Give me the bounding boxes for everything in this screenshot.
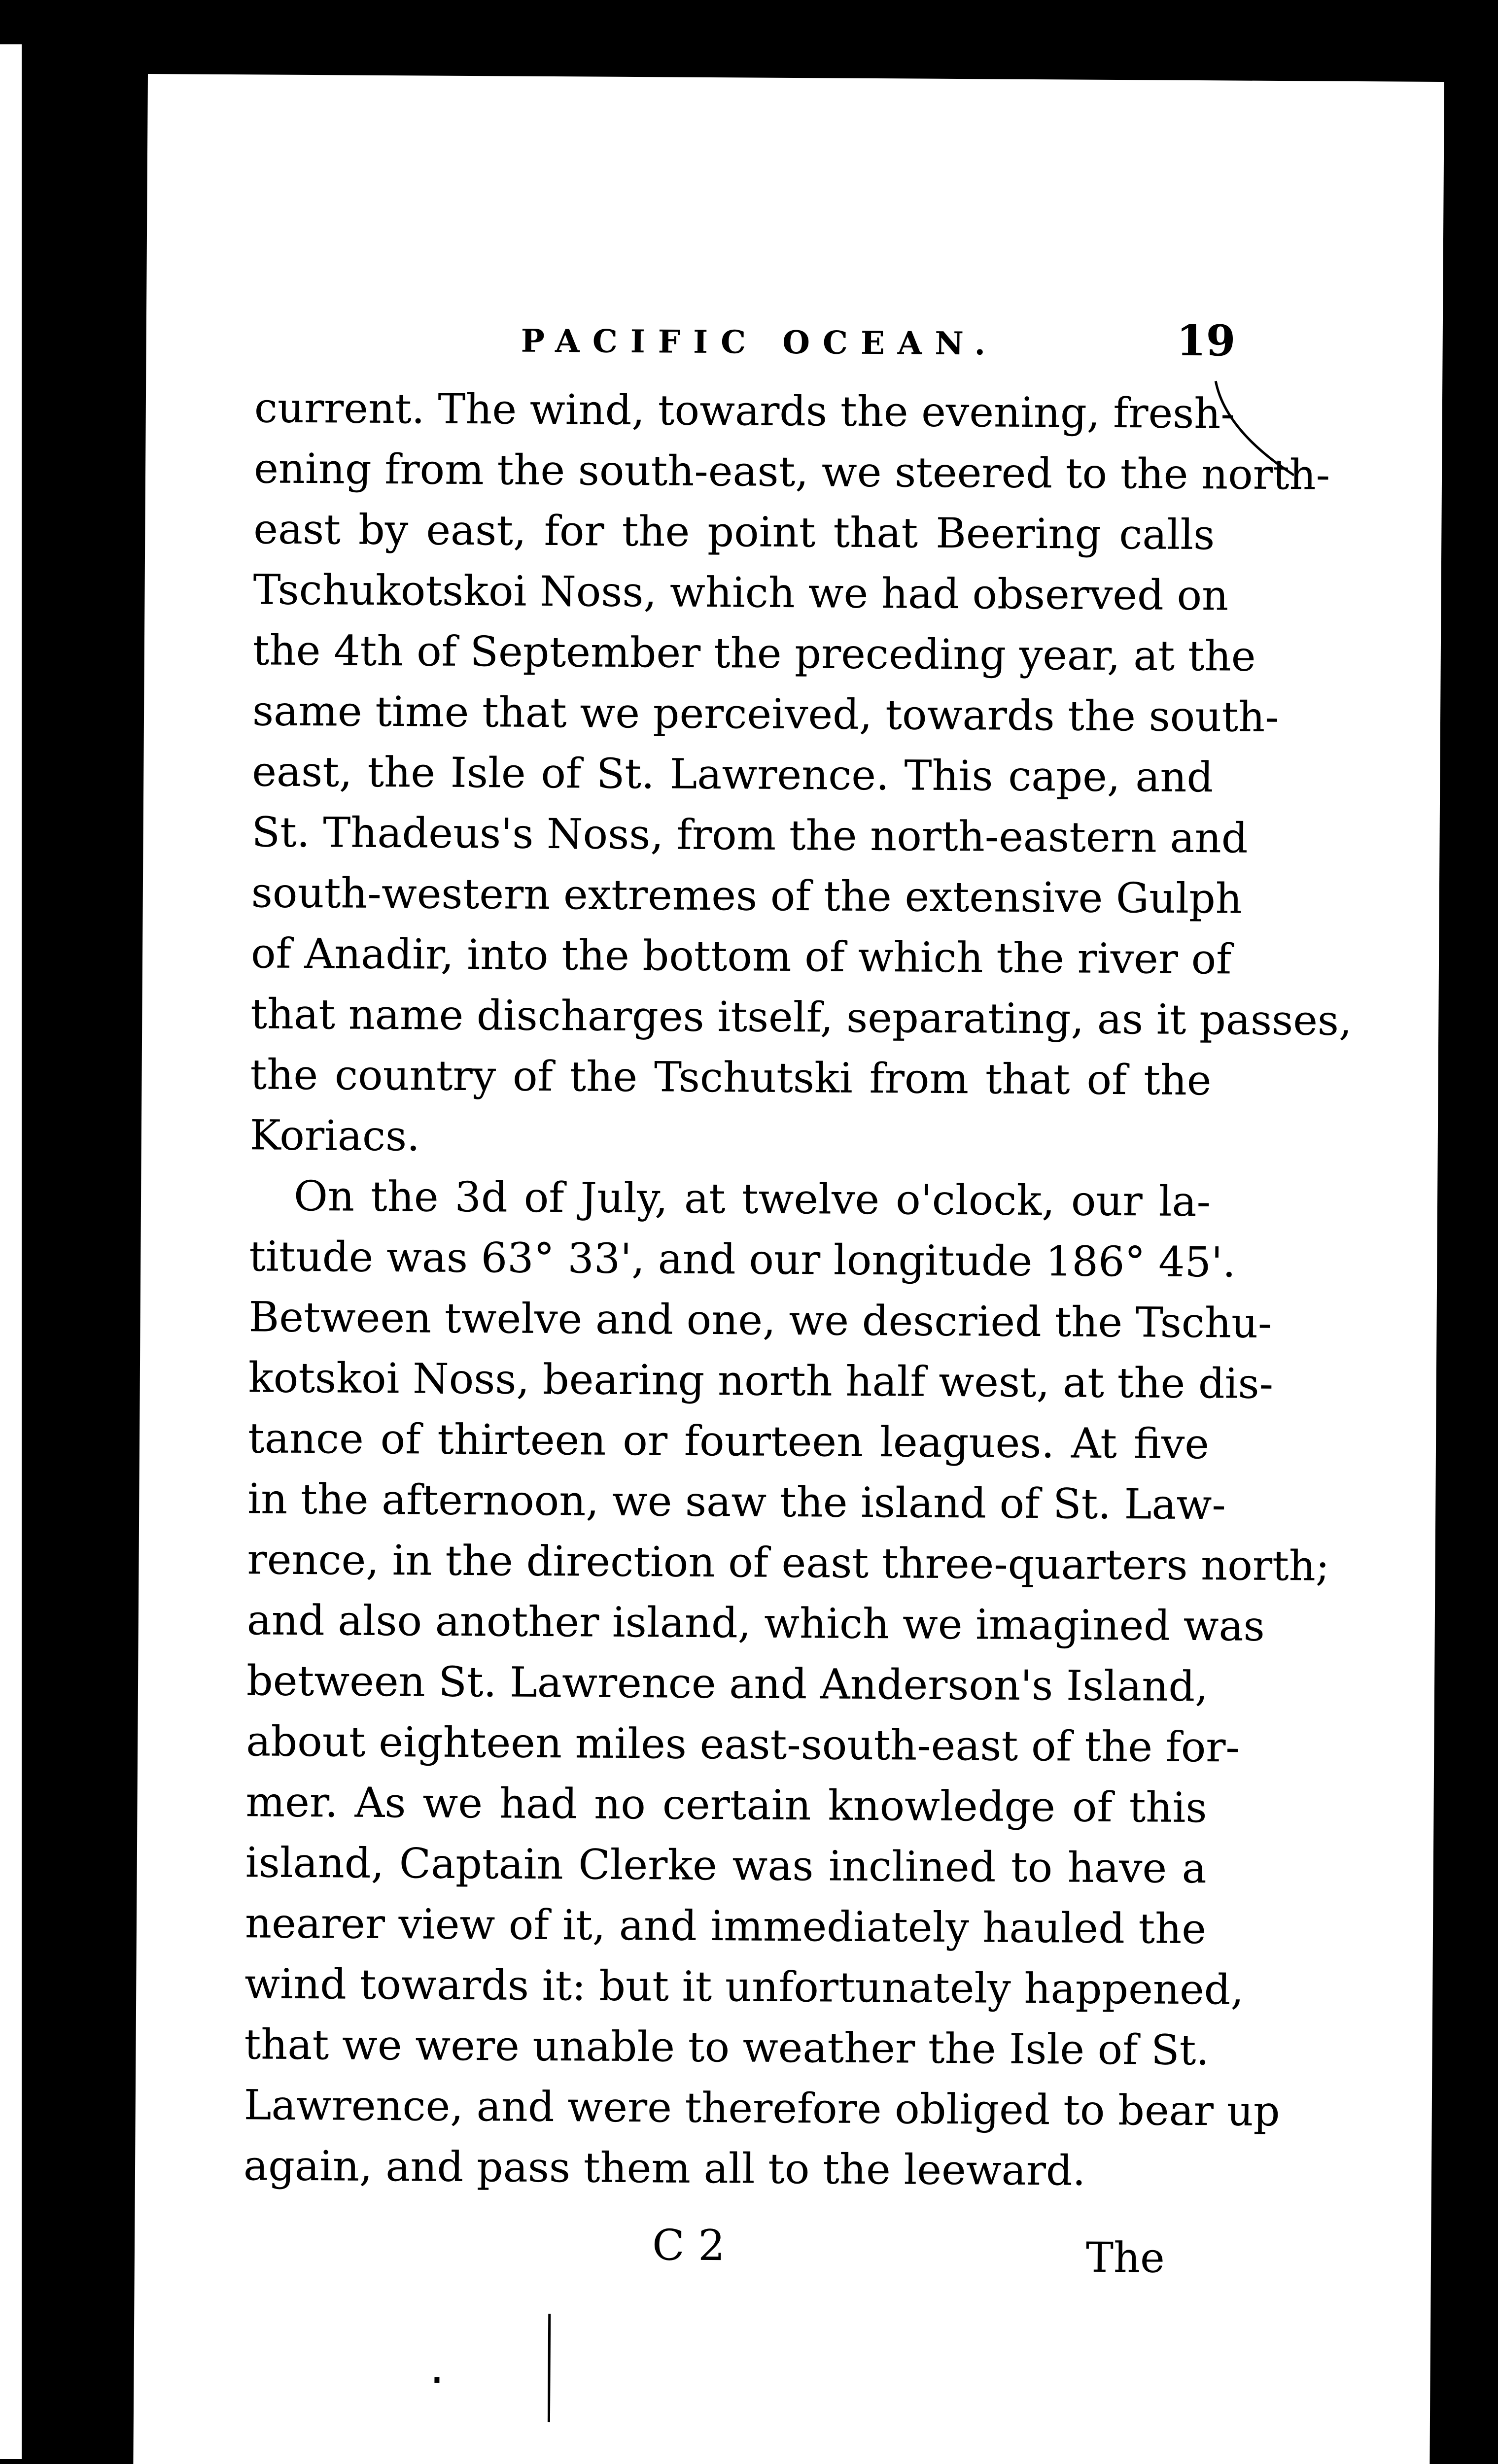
speck [434,2377,439,2383]
text-line: tance of thirteen or fourteen leagues. At five [247,1414,1210,1469]
page-number: 19 [1176,315,1236,366]
text-line: rence, in the direction of east three-quarters north; [247,1535,1330,1590]
text-line: that name discharges itself, separating, as it passes, [250,990,1353,1045]
text-line: On the 3d of July, at twelve o'clock, our la- [293,1171,1211,1226]
text-line: east, the Isle of St. Lawrence. This cape, and [252,747,1214,802]
adjacent-page-edge [0,44,22,2459]
running-head: PACIFIC OCEAN. [521,322,999,363]
text-line: east by east, for the point that Beering calls [253,505,1215,559]
text-line: south-western extremes of the extensive Gulph [251,868,1243,923]
text-line: in the afternoon, we saw the island of St. Law- [247,1474,1226,1529]
text-line: again, and pass them all to the leeward. [243,2141,1086,2195]
text-line: Lawrence, and were therefore obliged to bear up [244,2081,1280,2136]
text-line: island, Captain Clerke was inclined to have a [245,1838,1207,1893]
text-line: that we were unable to weather the Isle of St. [244,2020,1210,2075]
text-line: Between twelve and one, we descried the Tschu- [248,1293,1272,1347]
body-text [243,377,1353,2202]
text-line: current. The wind, towards the evening, fresh- [254,383,1235,438]
text-line: between St. Lawrence and Anderson's Island, [246,1656,1209,1711]
text-line: Koriacs. [249,1111,420,1161]
text-line: the 4th of September the preceding year, at the [252,626,1256,681]
text-line: the country of the Tschutski from that of the [250,1050,1212,1105]
text-line: and also another island, which we imagined was [246,1596,1265,1650]
text-line: mer. As we had no certain knowledge of this [245,1778,1207,1832]
text-line: about eighteen miles east-south-east of the for- [246,1717,1240,1772]
catchword: The [1085,2233,1165,2282]
text-line: same time that we perceived, towards the south- [252,686,1279,742]
text-line: of Anadir, into the bottom of which the river of [250,929,1232,984]
text-line: nearer view of it, and immediately hauled the [244,1899,1207,1953]
signature-mark: C 2 [652,2221,726,2271]
gutter-line [548,2314,551,2422]
paragraph-2 [243,1165,1330,2202]
text-line: ening from the south-east, we steered to the north- [253,444,1330,499]
text-line: wind towards it: but it unfortunately happened, [244,1959,1244,2014]
paragraph-1 [249,377,1353,1171]
text-line: titude was 63° 33', and our longitude 186° 45'. [249,1232,1236,1287]
text-line: St. Thadeus's Noss, from the north-eastern and [251,808,1248,862]
book-page [133,74,1444,2464]
text-line: Tschukotskoi Noss, which we had observed on [253,565,1229,620]
text-line: kotskoi Noss, bearing north half west, at the dis- [248,1353,1274,1408]
